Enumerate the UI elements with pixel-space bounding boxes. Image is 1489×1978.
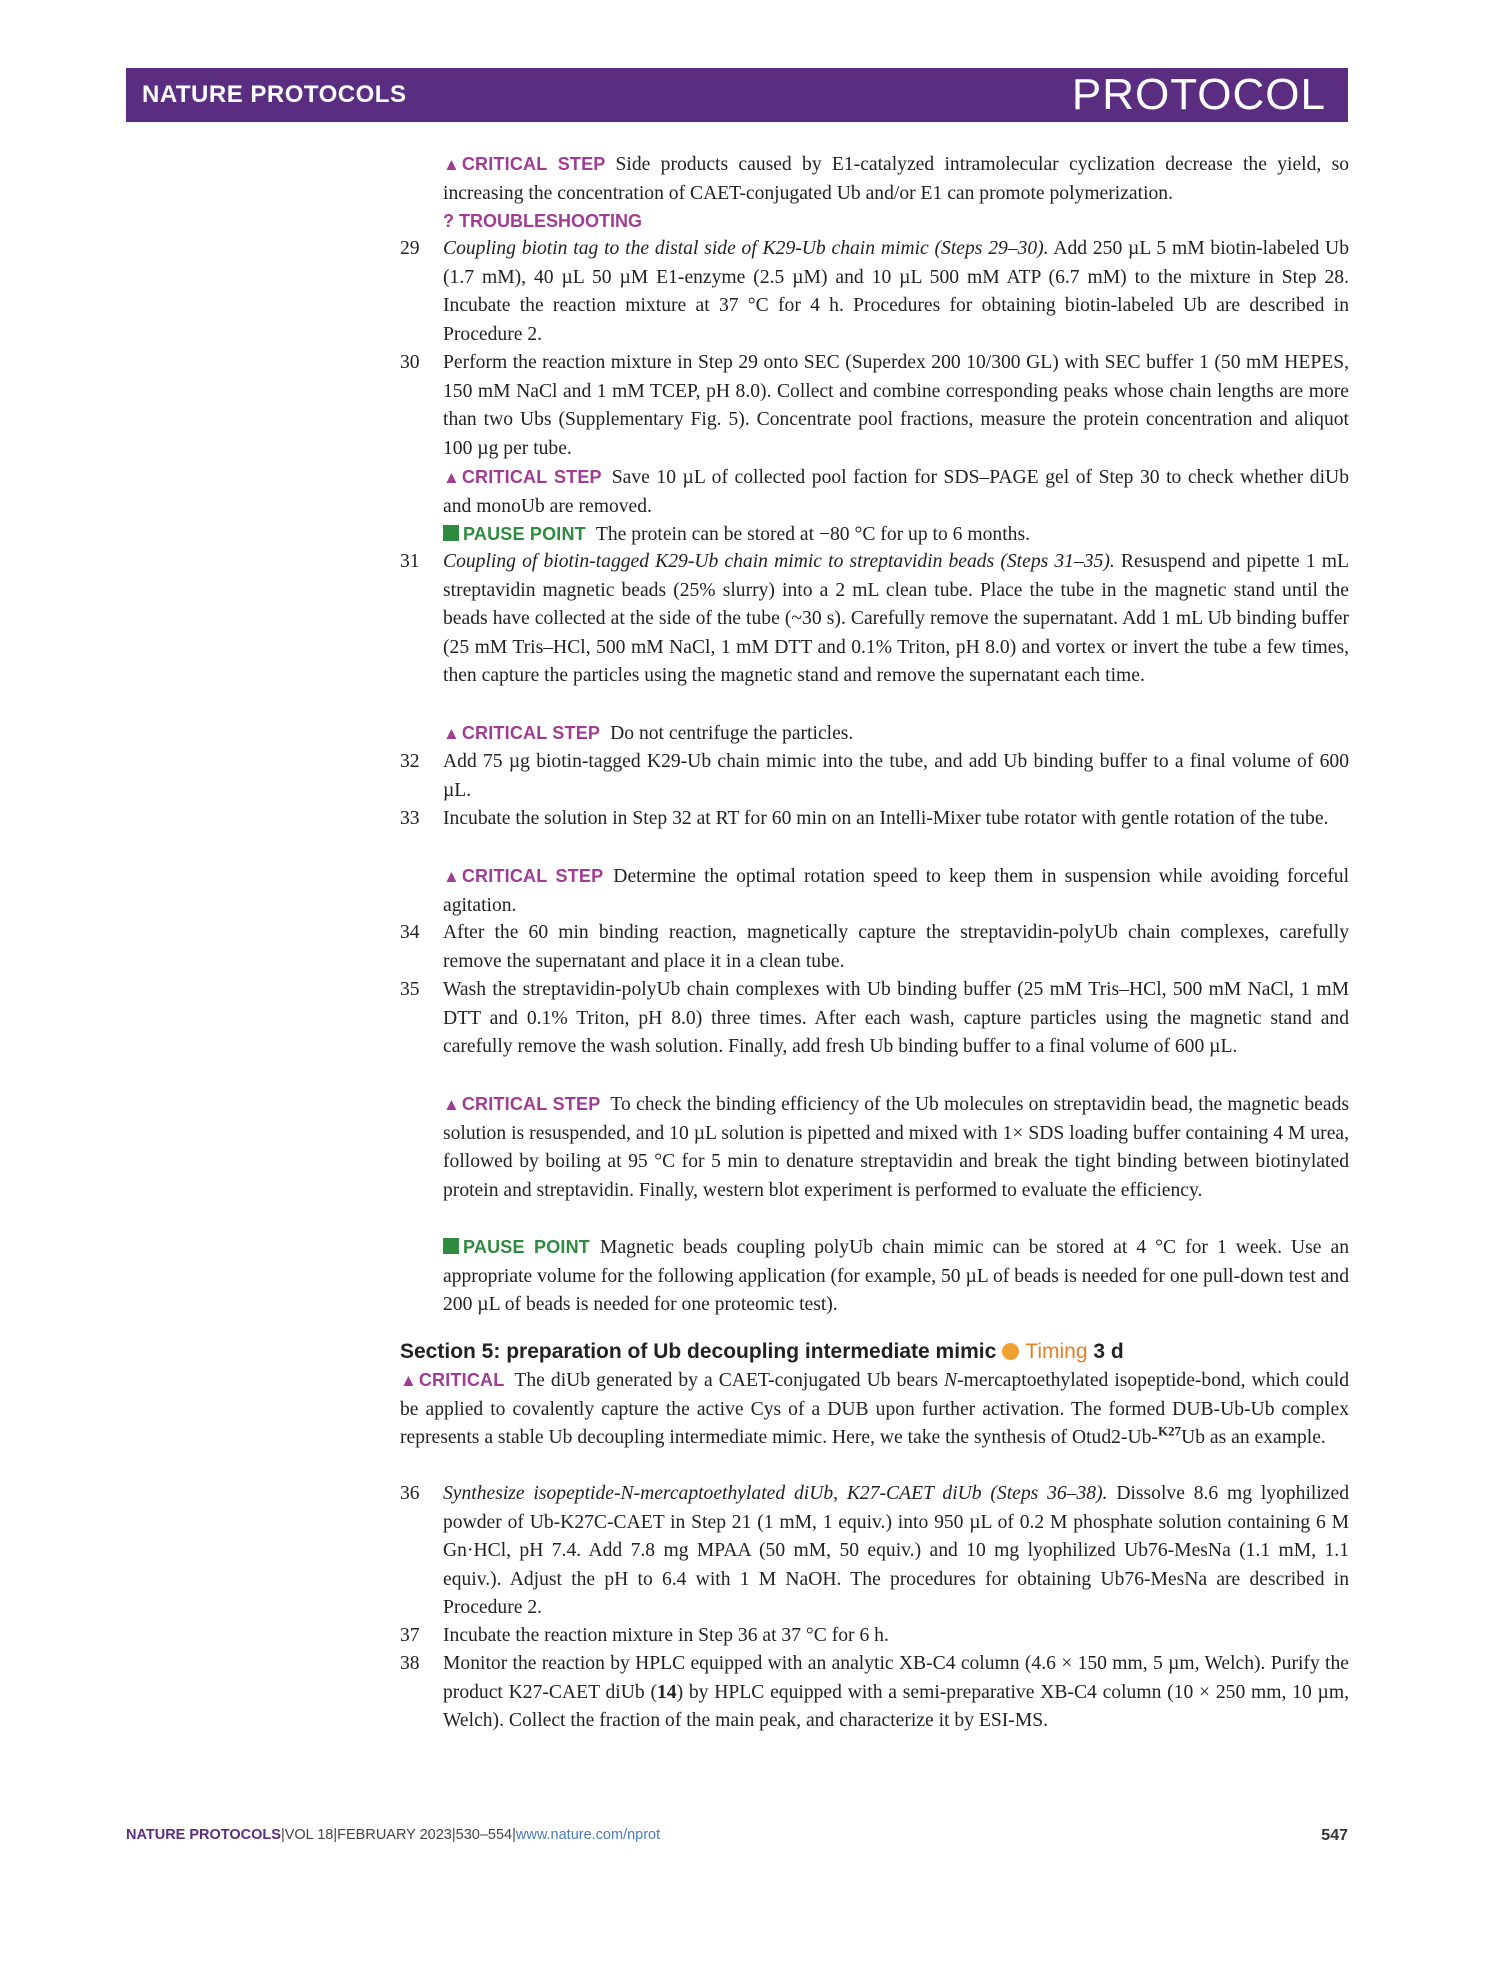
journal-url-link[interactable]: www.nature.com/nprot [515, 1827, 661, 1843]
pause-point-30: PAUSE POINT The protein can be stored at −80 °C for up to 6 months. [443, 520, 1349, 550]
step-36: Synthesize isopeptide-N-mercaptoethylated diUb, K27-CAET diUb (Steps 36–38). Dissolve 8.6 mg lyophilized powder of Ub-K27C-CAET in Step 21 (1 mM, 1 equiv.) into 950 µL of 0.2 M phosphate solution containing 6 M Gn·HCl, pH 7.4. Add 7.8 mg MPAA (50 mM, 50 equiv.) and 10 mg lyophilized Ub76-MesNa (1.1 mM, 1.1 equiv.). Adjust the pH to 6.4 with 1 M NaOH. The procedures for obtaining Ub76-MesNa are described in Procedure 2. [443, 1483, 1350, 1618]
step-37: Incubate the reaction mixture in Step 36 at 37 °C for 6 h. [443, 1625, 889, 1646]
critical-step-label: CRITICAL STEP [461, 154, 606, 174]
pause-point-35: PAUSE POINT Magnetic beads coupling polyUb chain mimic can be stored at 4 °C for 1 week. Use an appropriate volume for the following application (for example, 50 µL of beads is needed for one pull-down test and 200 µL of beads is needed for one proteomic test). [443, 1237, 1349, 1315]
timing-circle-icon [1002, 1343, 1019, 1360]
warning-triangle-icon: ▲ [443, 724, 460, 743]
footer-journal: NATURE PROTOCOLS [126, 1827, 281, 1843]
journal-name: NATURE PROTOCOLS [142, 81, 407, 108]
journal-header-bar [126, 68, 1348, 122]
step-number: 38 [400, 1653, 420, 1674]
section-5-critical: ▲ CRITICAL The diUb generated by a CAET-conjugated Ub bears N-mercaptoethylated isopeptide-bond, which could be applied to covalently capture the active Cys of a DUB upon further activation. The formed DUB-Ub-Ub complex represents a stable Ub decoupling intermediate mimic. Here, we take the synthesis of Otud2-Ub-$^{K27}$Ub as an example. [400, 1366, 1349, 1453]
warning-triangle-icon: ▲ [443, 1095, 460, 1114]
step-number: 29 [400, 238, 420, 259]
critical-step-35: ▲ CRITICAL STEP To check the binding efficiency of the Ub molecules on streptavidin bead, the magnetic beads solution is resuspended, and 10 µL solution is pipetted and mixed with 1× SDS loading buffer containing 4 M urea, followed by boiling at 95 °C for 5 min to denature streptavidin and break the tight binding between biotinylated protein and streptavidin. Finally, western blot experiment is performed to evaluate the efficiency. [443, 1090, 1349, 1205]
step-number: 35 [400, 979, 420, 1000]
warning-triangle-icon: ▲ [443, 867, 460, 886]
warning-triangle-icon: ▲ [443, 155, 460, 174]
article-type: PROTOCOL [1071, 70, 1326, 119]
step-35: Wash the streptavidin-polyUb chain complexes with Ub binding buffer (25 mM Tris–HCl, 500 mM NaCl, 1 mM DTT and 0.1% Triton, pH 8.0) three times. After each wash, capture particles using the magnetic stand and carefully remove the wash solution. Finally, add fresh Ub binding buffer to a final volume of 600 µL. [443, 979, 1349, 1057]
step-number: 33 [400, 808, 420, 829]
step-number: 36 [400, 1483, 420, 1504]
page-number: 547 [1321, 1827, 1348, 1844]
step-32: Add 75 µg biotin-tagged K29-Ub chain mimic into the tube, and add Ub binding buffer to a final volume of 600 µL. [443, 751, 1349, 801]
step-number: 37 [400, 1625, 420, 1646]
step-number: 32 [400, 751, 420, 772]
warning-triangle-icon: ▲ [400, 1371, 417, 1390]
step-29: Coupling biotin tag to the distal side of K29-Ub chain mimic (Steps 29–30). Add 250 µL 5 mM biotin-labeled Ub (1.7 mM), 40 µL 50 µM E1-enzyme (2.5 µM) and 10 µL 500 mM ATP (6.7 mM) to the mixture in Step 28. Incubate the reaction mixture at 37 °C for 4 h. Procedures for obtaining biotin-labeled Ub are described in Procedure 2. [443, 238, 1349, 345]
step-34: After the 60 min binding reaction, magnetically capture the streptavidin-polyUb chain complexes, carefully remove the supernatant and place it in a clean tube. [443, 922, 1349, 972]
step-number: 31 [400, 551, 420, 572]
warning-triangle-icon: ▲ [443, 468, 460, 487]
step-30: Perform the reaction mixture in Step 29 onto SEC (Superdex 200 10/300 GL) with SEC buffer 1 (50 mM HEPES, 150 mM NaCl and 1 mM TCEP, pH 8.0). Collect and combine corresponding peaks whose chain lengths are more than two Ubs (Supplementary Fig. 5). Concentrate pool fractions, measure the protein concentration and aliquot 100 µg per tube. [443, 352, 1349, 459]
step-31: Coupling of biotin-tagged K29-Ub chain mimic to streptavidin beads (Steps 31–35). Resuspend and pipette 1 mL streptavidin magnetic beads (25% slurry) into a 2 mL clean tube. Place the tube in the magnetic stand until the beads have collected at the side of the tube (~30 s). Carefully remove the supernatant. Add 1 mL Ub binding buffer (25 mM Tris–HCl, 500 mM NaCl, 1 mM DTT and 0.1% Triton, pH 8.0) and vortex or invert the tube a few times, then capture the particles using the magnetic stand and remove the supernatant each time. [443, 551, 1349, 686]
page-footer: NATURE PROTOCOLS|VOL 18|FEBRUARY 2023|530–554|www.nature.com/nprot 547 [126, 1827, 1348, 1844]
step-33: Incubate the solution in Step 32 at RT for 60 min on an Intelli-Mixer tube rotator with gentle rotation of the tube. [443, 808, 1329, 829]
critical-step-33: ▲ CRITICAL STEP Determine the optimal rotation speed to keep them in suspension while avoiding forceful agitation. [443, 862, 1349, 920]
step-number: 34 [400, 922, 420, 943]
section-5-heading: Section 5: preparation of Ub decoupling intermediate mimic Timing 3 d [400, 1340, 1124, 1363]
pause-square-icon [443, 525, 459, 541]
step-38: Monitor the reaction by HPLC equipped with an analytic XB-C4 column (4.6 × 150 mm, 5 µm, Welch). Purify the product K27-CAET diUb (14) by HPLC equipped with a semi-preparative XB-C4 column (10 × 250 mm, 10 µm, Welch). Collect the fraction of the main peak, and characterize it by ESI-MS. [443, 1653, 1349, 1731]
pause-square-icon [443, 1238, 459, 1254]
critical-step-30: ▲ CRITICAL STEP Save 10 µL of collected pool faction for SDS–PAGE gel of Step 30 to check whether diUb and monoUb are removed. [443, 463, 1349, 521]
troubleshooting-link[interactable]: ? TROUBLESHOOTING [443, 211, 642, 231]
critical-step-28: ▲ CRITICAL STEP Side products caused by E1-catalyzed intramolecular cyclization decrease the yield, so increasing the concentration of CAET-conjugated Ub and/or E1 can promote polymerization. [443, 150, 1349, 208]
step-number: 30 [400, 352, 420, 373]
critical-step-31: ▲ CRITICAL STEP Do not centrifuge the particles. [443, 719, 1349, 749]
